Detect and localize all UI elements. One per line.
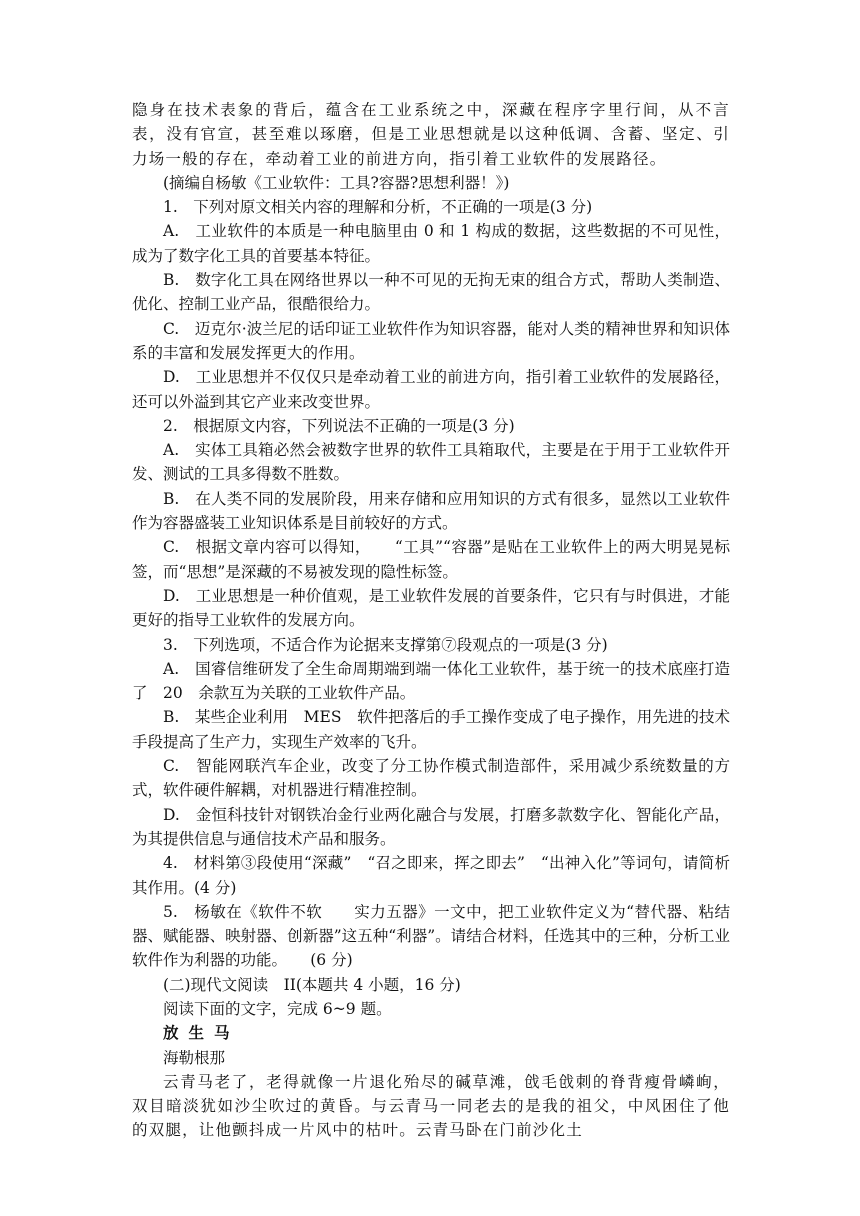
q2-option-a: A. 实体工具箱必然会被数字世界的软件工具箱取代，主要是在于用于工业软件开发、测试的工具多得数不胜数。 bbox=[132, 441, 730, 484]
source-citation: (摘编自杨敏《工业软件：工具?容器?思想利器！》) bbox=[163, 173, 510, 192]
q1-option-c: C. 迈克尔·波兰尼的话印证工业软件作为知识容器，能对人类的精神世界和知识体系的丰富和发展发挥更大的作用。 bbox=[132, 319, 730, 362]
q3-option-c: C. 智能网联汽车企业，改变了分工协作模式制造部件，采用减少系统数量的方式，软件硬件解耦，对机器进行精准控制。 bbox=[132, 757, 730, 800]
section-heading: (二)现代文阅读 II(本题共 4 小题，16 分) bbox=[163, 975, 461, 994]
q3-stem: 3. 下列选项，不适合作为论据来支撑第⑦段观点的一项是(3 分) bbox=[163, 635, 608, 654]
q3-option-b: B. 某些企业利用 MES 软件把落后的手工操作变成了电子操作，用先进的技术手段提高了生产力，实现生产效率的飞升。 bbox=[132, 708, 730, 751]
document-page bbox=[132, 98, 730, 1143]
q1-option-b: B. 数字化工具在网络世界以一种不可见的无拘无束的组合方式，帮助人类制造、优化、控制工业产品，很酷很给力。 bbox=[132, 271, 730, 314]
q2-option-d: D. 工业思想是一种价值观，是工业软件发展的首要条件，它只有与时俱进，才能更好的指导工业软件的发展方向。 bbox=[132, 586, 730, 630]
q2-option-b: B. 在人类不同的发展阶段，用来存储和应用知识的方式有很多，显然以工业软件作为容器盛装工业知识体系是目前较好的方式。 bbox=[132, 489, 730, 533]
q1-option-a: A. 工业软件的本质是一种电脑里由 0 和 1 构成的数据，这些数据的不可见性，成为了数字化工具的首要基本特征。 bbox=[132, 222, 730, 265]
q1-option-d: D. 工业思想并不仅仅只是牵动着工业的前进方向，指引着工业软件的发展路径，还可以外溢到其它产业来改变世界。 bbox=[132, 368, 730, 411]
story-title: 放生马 bbox=[163, 1023, 240, 1043]
passage-tail: 隐身在技术表象的背后，蕴含在工业系统之中，深藏在程序字里行间，从不言表，没有官宣，甚至难以琢磨，但是工业思想就是以这种低调、含蓄、坚定、引力场一般的存在，牵动着工业的前进方向，指引着工业软件的发展路径。 bbox=[132, 101, 730, 168]
q2-stem: 2. 根据原文内容，下列说法不正确的一项是(3 分) bbox=[163, 416, 515, 435]
q4-question: 4. 材料第③段使用“深藏” “召之即来，挥之即去” “出神入化”等词句，请简析其作用。(4 分) bbox=[132, 854, 730, 897]
q5-question: 5. 杨敏在《软件不软 实力五器》一文中，把工业软件定义为“替代器、粘结器、赋能器、映射器、创新器”这五种“利器”。请结合材料，任选其中的三种，分析工业软件作为利器的功能。 (6 分) bbox=[132, 902, 730, 970]
q1-stem: 1. 下列对原文相关内容的理解和分析，不正确的一项是(3 分) bbox=[163, 198, 593, 217]
q2-option-c: C. 根据文章内容可以得知， “工具”“容器”是贴在工业软件上的两大明晃晃标签，而“思想”是深藏的不易被发现的隐性标签。 bbox=[132, 538, 730, 581]
story-author: 海勒根那 bbox=[163, 1048, 226, 1067]
reading-instruction: 阅读下面的文字，完成 6~9 题。 bbox=[163, 999, 392, 1018]
story-paragraph: 云青马老了，老得就像一片退化殆尽的碱草滩，戗毛戗刺的脊背瘦骨嶙峋，双目暗淡犹如沙尘吹过的黄昏。与云青马一同老去的是我的祖父，中风困住了他的双腿，让他颤抖成一片风中的枯叶。云青马卧在门前沙化土 bbox=[132, 1072, 730, 1140]
q3-option-d: D. 金恒科技针对钢铁冶金行业两化融合与发展，打磨多款数字化、智能化产品，为其提供信息与通信技术产品和服务。 bbox=[132, 805, 730, 848]
q3-option-a: A. 国睿信维研发了全生命周期端到端一体化工业软件，基于统一的技术底座打造了 20 余款互为关联的工业软件产品。 bbox=[132, 659, 730, 703]
